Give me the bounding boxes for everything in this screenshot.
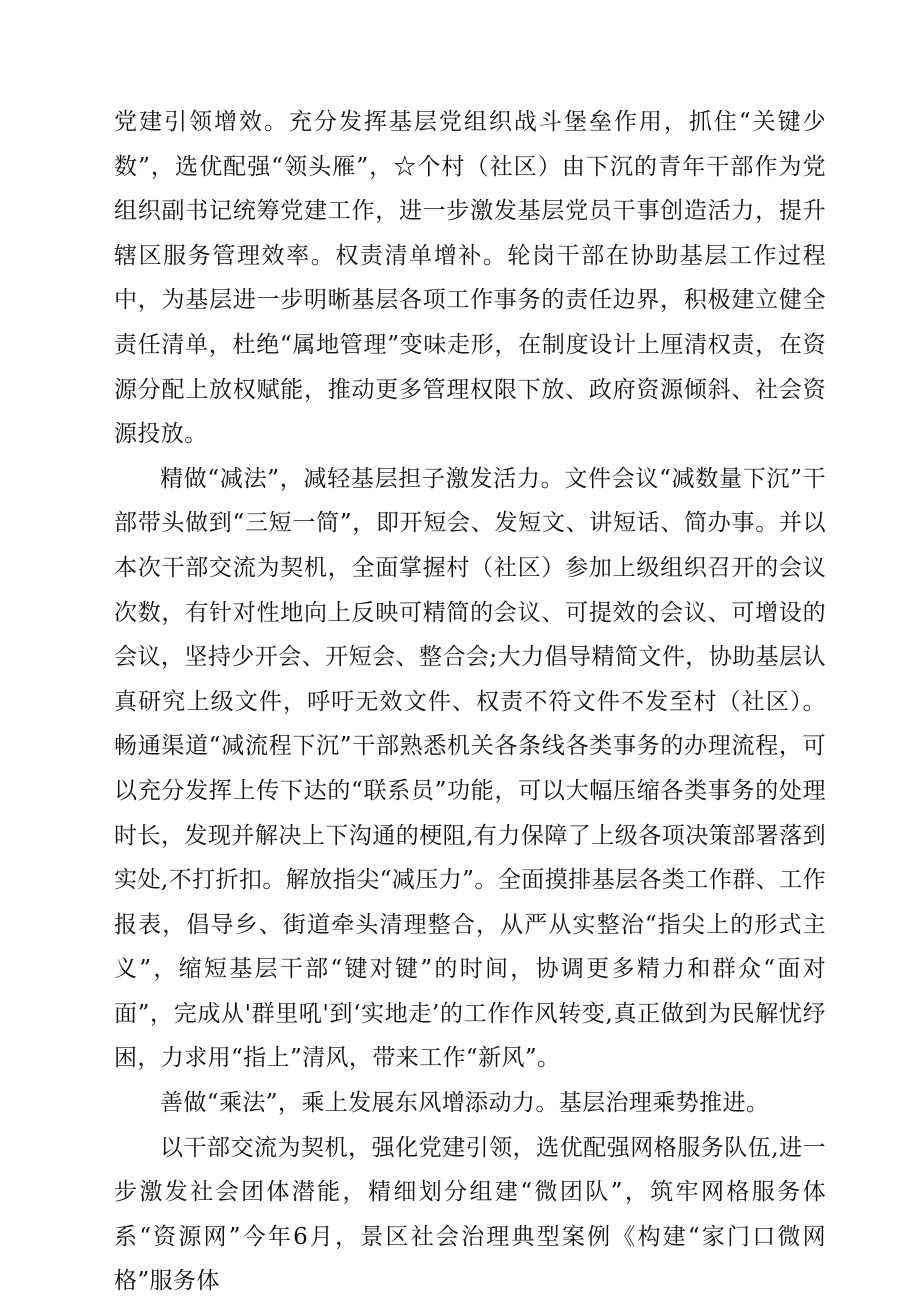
document-page [114,100,826,1304]
paragraph-multiplication: 善做“乘法”，乘上发展东风增添动力。基层治理乘势推进。 [160,1090,770,1117]
paragraph-subtraction: 精做“减法”，减轻基层担子激发活力。文件会议“减数量下沉”干部带头做到“三短一简”，即开短会、发短文、讲短话、简办事。并以本次干部交流为契机，全面掌握村（社区）参加上级组织召开的会议次数，有针对性地向上反映可精简的会议、可提效的会议、可增设的会议，坚持少开会、开短会、整合会;大力倡导精简文件，协助基层认真研究上级文件，呼吁无效文件、权责不符文件不发至村（社区）。畅通渠道“减流程下沉”干部熟悉机关各条线各类事务的办理流程，可以充分发挥上传下达的“联系员”功能，可以大幅压缩各类事务的处理时长，发现并解决上下沟通的梗阻,有力保障了上级各项决策部署落到实处,不打折扣。解放指尖“减压力”。全面摸排基层各类工作群、工作报表，倡导乡、街道牵头清理整合，从严从实整治“指尖上的形式主义”，缩短基层干部“键对键”的时间，协调更多精力和群众“面对面”，完成从'群里吼'到‘实地走’的工作作风转变,真正做到为民解忧纾困，力求用“指上”清风，带来工作“新风”。 [114,465,826,1072]
paragraph-party-building: 党建引领增效。充分发挥基层党组织战斗堡垒作用，抓住“关键少数”，选优配强“领头雁”，☆个村（社区）由下沉的青年干部作为党组织副书记统筹党建工作，进一步激发基层党员干事创造活力，提升辖区服务管理效率。权责清单增补。轮岗干部在协助基层工作过程中，为基层进一步明晰基层各项工作事务的责任边界，积极建立健全责任清单，杜绝“属地管理”变味走形，在制度设计上厘清权责，在资源分配上放权赋能，推动更多管理权限下放、政府资源倾斜、社会资源投放。 [114,109,826,448]
paragraph-cadre-exchange: 以干部交流为契机，强化党建引领，选优配强网格服务队伍,进一步激发社会团体潜能，精细划分组建“微团队”，筑牢网格服务体系“资源网”今年6月，景区社会治理典型案例《构建“家门口微网格”服务体 [114,1134,826,1295]
